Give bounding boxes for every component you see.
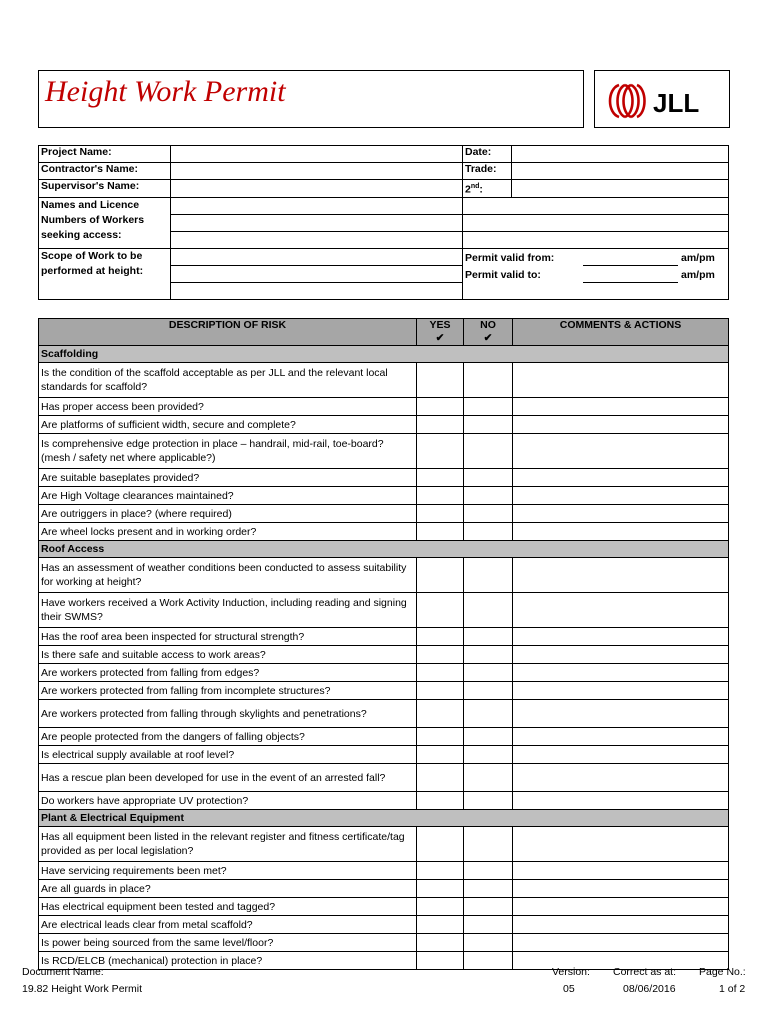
risk-row — [39, 434, 729, 469]
comments-field[interactable] — [513, 363, 729, 398]
yes-checkbox[interactable] — [417, 469, 464, 487]
correct-date: 08/06/2016 — [623, 983, 676, 995]
risk-question: Are workers protected from falling through skylights and penetrations? — [39, 700, 417, 728]
comments-field[interactable] — [513, 664, 729, 682]
comments-field[interactable] — [513, 764, 729, 792]
comments-field[interactable] — [513, 505, 729, 523]
comments-field[interactable] — [513, 700, 729, 728]
valid-from-ampm: am/pm — [681, 251, 715, 264]
yes-checkbox[interactable] — [417, 628, 464, 646]
risk-row — [39, 880, 729, 898]
comments-field[interactable] — [513, 827, 729, 862]
title-box — [38, 70, 584, 128]
comments-field[interactable] — [513, 434, 729, 469]
yes-checkbox[interactable] — [417, 416, 464, 434]
valid-to-label: Permit valid to: — [465, 268, 541, 281]
no-checkbox[interactable] — [464, 363, 513, 398]
valid-from-field[interactable] — [583, 253, 678, 266]
risk-row — [39, 916, 729, 934]
comments-field[interactable] — [513, 398, 729, 416]
risk-row — [39, 934, 729, 952]
risk-row — [39, 862, 729, 880]
page-title: Height Work Permit — [45, 75, 286, 108]
no-checkbox[interactable] — [464, 862, 513, 880]
yes-checkbox[interactable] — [417, 827, 464, 862]
yes-checkbox[interactable] — [417, 398, 464, 416]
yes-checkbox[interactable] — [417, 898, 464, 916]
risk-question: Is RCD/ELCB (mechanical) protection in place? — [39, 952, 417, 970]
version-label: Version: — [552, 966, 590, 978]
risk-row — [39, 558, 729, 593]
yes-checkbox[interactable] — [417, 916, 464, 934]
risk-row — [39, 398, 729, 416]
trade-field[interactable] — [512, 163, 729, 180]
comments-field[interactable] — [513, 416, 729, 434]
workers-field-2[interactable] — [171, 214, 463, 231]
comments-field[interactable] — [513, 646, 729, 664]
supervisor-name-label: Supervisor's Name: — [39, 180, 171, 198]
risk-row — [39, 505, 729, 523]
risk-question: Has proper access been provided? — [39, 398, 417, 416]
no-checkbox[interactable] — [464, 934, 513, 952]
risk-question: Is power being sourced from the same level/floor? — [39, 934, 417, 952]
comments-field[interactable] — [513, 558, 729, 593]
yes-checkbox[interactable] — [417, 880, 464, 898]
comments-field[interactable] — [513, 523, 729, 541]
yes-checkbox[interactable] — [417, 700, 464, 728]
section-header: Roof Access — [39, 541, 729, 558]
yes-checkbox[interactable] — [417, 764, 464, 792]
col-description: DESCRIPTION OF RISK — [39, 319, 417, 346]
risk-row — [39, 469, 729, 487]
valid-from-label: Permit valid from: — [465, 251, 555, 264]
comments-field[interactable] — [513, 934, 729, 952]
risk-row — [39, 628, 729, 646]
risk-row — [39, 646, 729, 664]
risk-row — [39, 682, 729, 700]
risk-question: Has the roof area been inspected for structural strength? — [39, 628, 417, 646]
comments-field[interactable] — [513, 792, 729, 810]
yes-checkbox[interactable] — [417, 558, 464, 593]
permit-valid-cell — [463, 248, 729, 299]
risk-question: Are platforms of sufficient width, secure and complete? — [39, 416, 417, 434]
contractor-name-field[interactable] — [171, 163, 463, 180]
no-checkbox[interactable] — [464, 728, 513, 746]
col-no: NO ✔ — [464, 319, 513, 346]
doc-name-label: Document Name: — [22, 966, 104, 978]
second-field[interactable] — [512, 180, 729, 198]
no-checkbox[interactable] — [464, 827, 513, 862]
no-checkbox[interactable] — [464, 764, 513, 792]
risk-row — [39, 792, 729, 810]
yes-checkbox[interactable] — [417, 934, 464, 952]
risk-row — [39, 827, 729, 862]
yes-checkbox[interactable] — [417, 952, 464, 970]
second-label: 2nd: — [463, 180, 512, 198]
risk-question: Are all guards in place? — [39, 880, 417, 898]
comments-field[interactable] — [513, 898, 729, 916]
yes-checkbox[interactable] — [417, 434, 464, 469]
risk-row — [39, 746, 729, 764]
no-checkbox[interactable] — [464, 558, 513, 593]
jll-logo — [595, 71, 731, 129]
scope-label: Scope of Work to be performed at height: — [39, 248, 171, 299]
risk-question: Is electrical supply available at roof level? — [39, 746, 417, 764]
workers-field-2b[interactable] — [463, 214, 729, 231]
section-header: Plant & Electrical Equipment — [39, 810, 729, 827]
risk-question: Have workers received a Work Activity Induction, including reading and signing their SWMS? — [39, 593, 417, 628]
risk-row — [39, 593, 729, 628]
doc-name: 19.82 Height Work Permit — [22, 983, 143, 995]
no-checkbox[interactable] — [464, 487, 513, 505]
date-label: Date: — [463, 146, 512, 163]
comments-field[interactable] — [513, 469, 729, 487]
valid-to-ampm: am/pm — [681, 268, 715, 281]
risk-row — [39, 523, 729, 541]
col-yes: YES ✔ — [417, 319, 464, 346]
risk-question: Are outriggers in place? (where required) — [39, 505, 417, 523]
risk-question: Has an assessment of weather conditions been conducted to assess suitability for working at height? — [39, 558, 417, 593]
risk-row — [39, 700, 729, 728]
workers-label: Names and Licence Numbers of Workers seeking access: — [39, 197, 171, 248]
risk-row — [39, 363, 729, 398]
yes-checkbox[interactable] — [417, 682, 464, 700]
risk-question: Are wheel locks present and in working order? — [39, 523, 417, 541]
risk-question: Have servicing requirements been met? — [39, 862, 417, 880]
page-number: 1 of 2 — [719, 983, 746, 995]
comments-field[interactable] — [513, 487, 729, 505]
comments-field[interactable] — [513, 916, 729, 934]
comments-field[interactable] — [513, 728, 729, 746]
yes-checkbox[interactable] — [417, 646, 464, 664]
risk-question: Are people protected from the dangers of falling objects? — [39, 728, 417, 746]
page-label: Page No.: — [699, 966, 746, 978]
version: 05 — [563, 983, 575, 995]
project-name-field[interactable] — [171, 146, 463, 163]
risk-question: Are electrical leads clear from metal scaffold? — [39, 916, 417, 934]
valid-to-field[interactable] — [583, 270, 678, 283]
workers-field-1[interactable] — [171, 197, 463, 214]
no-checkbox[interactable] — [464, 523, 513, 541]
risk-row — [39, 764, 729, 792]
risk-row — [39, 664, 729, 682]
comments-field[interactable] — [513, 880, 729, 898]
risk-question: Has a rescue plan been developed for use in the event of an arrested fall? — [39, 764, 417, 792]
no-checkbox[interactable] — [464, 628, 513, 646]
no-checkbox[interactable] — [464, 646, 513, 664]
no-checkbox[interactable] — [464, 880, 513, 898]
workers-field-1b[interactable] — [463, 197, 729, 214]
scope-field-3[interactable] — [171, 282, 463, 299]
no-checkbox[interactable] — [464, 682, 513, 700]
comments-field[interactable] — [513, 593, 729, 628]
comments-field[interactable] — [513, 862, 729, 880]
risk-question: Has all equipment been listed in the relevant register and fitness certificate/tag provided as per local legislation? — [39, 827, 417, 862]
risk-question: Is comprehensive edge protection in place – handrail, mid-rail, toe-board? (mesh / safety net where applicable?) — [39, 434, 417, 469]
section-header: Scaffolding — [39, 346, 729, 363]
yes-checkbox[interactable] — [417, 728, 464, 746]
logo-text: JLL — [653, 88, 700, 118]
scope-field-1[interactable] — [171, 248, 463, 265]
risk-table — [38, 318, 729, 970]
contractor-name-label: Contractor's Name: — [39, 163, 171, 180]
no-checkbox[interactable] — [464, 434, 513, 469]
risk-question: Do workers have appropriate UV protection? — [39, 792, 417, 810]
risk-question: Is the condition of the scaffold acceptable as per JLL and the relevant local standards for scaffold? — [39, 363, 417, 398]
comments-field[interactable] — [513, 628, 729, 646]
trade-label: Trade: — [463, 163, 512, 180]
no-checkbox[interactable] — [464, 593, 513, 628]
correct-label: Correct as at: — [613, 966, 677, 978]
risk-question: Has electrical equipment been tested and tagged? — [39, 898, 417, 916]
no-checkbox[interactable] — [464, 952, 513, 970]
yes-checkbox[interactable] — [417, 862, 464, 880]
yes-checkbox[interactable] — [417, 523, 464, 541]
no-checkbox[interactable] — [464, 916, 513, 934]
comments-field[interactable] — [513, 746, 729, 764]
risk-question: Is there safe and suitable access to work areas? — [39, 646, 417, 664]
project-name-label: Project Name: — [39, 146, 171, 163]
risk-row — [39, 898, 729, 916]
no-checkbox[interactable] — [464, 700, 513, 728]
col-comments: COMMENTS & ACTIONS — [513, 319, 729, 346]
risk-row — [39, 487, 729, 505]
no-checkbox[interactable] — [464, 416, 513, 434]
no-checkbox[interactable] — [464, 898, 513, 916]
risk-row — [39, 728, 729, 746]
no-checkbox[interactable] — [464, 398, 513, 416]
yes-checkbox[interactable] — [417, 487, 464, 505]
risk-question: Are workers protected from falling from incomplete structures? — [39, 682, 417, 700]
no-checkbox[interactable] — [464, 792, 513, 810]
yes-checkbox[interactable] — [417, 746, 464, 764]
scope-field-2[interactable] — [171, 265, 463, 282]
workers-field-3b[interactable] — [463, 231, 729, 248]
yes-checkbox[interactable] — [417, 664, 464, 682]
risk-row — [39, 416, 729, 434]
yes-checkbox[interactable] — [417, 792, 464, 810]
no-checkbox[interactable] — [464, 505, 513, 523]
yes-checkbox[interactable] — [417, 363, 464, 398]
yes-checkbox[interactable] — [417, 505, 464, 523]
no-checkbox[interactable] — [464, 746, 513, 764]
date-field[interactable] — [512, 146, 729, 163]
logo-box — [594, 70, 730, 128]
risk-question: Are High Voltage clearances maintained? — [39, 487, 417, 505]
risk-question: Are suitable baseplates provided? — [39, 469, 417, 487]
permit-info-table — [38, 145, 729, 300]
risk-question: Are workers protected from falling from edges? — [39, 664, 417, 682]
comments-field[interactable] — [513, 682, 729, 700]
yes-checkbox[interactable] — [417, 593, 464, 628]
workers-field-3[interactable] — [171, 231, 463, 248]
no-checkbox[interactable] — [464, 469, 513, 487]
supervisor-name-field[interactable] — [171, 180, 463, 198]
no-checkbox[interactable] — [464, 664, 513, 682]
